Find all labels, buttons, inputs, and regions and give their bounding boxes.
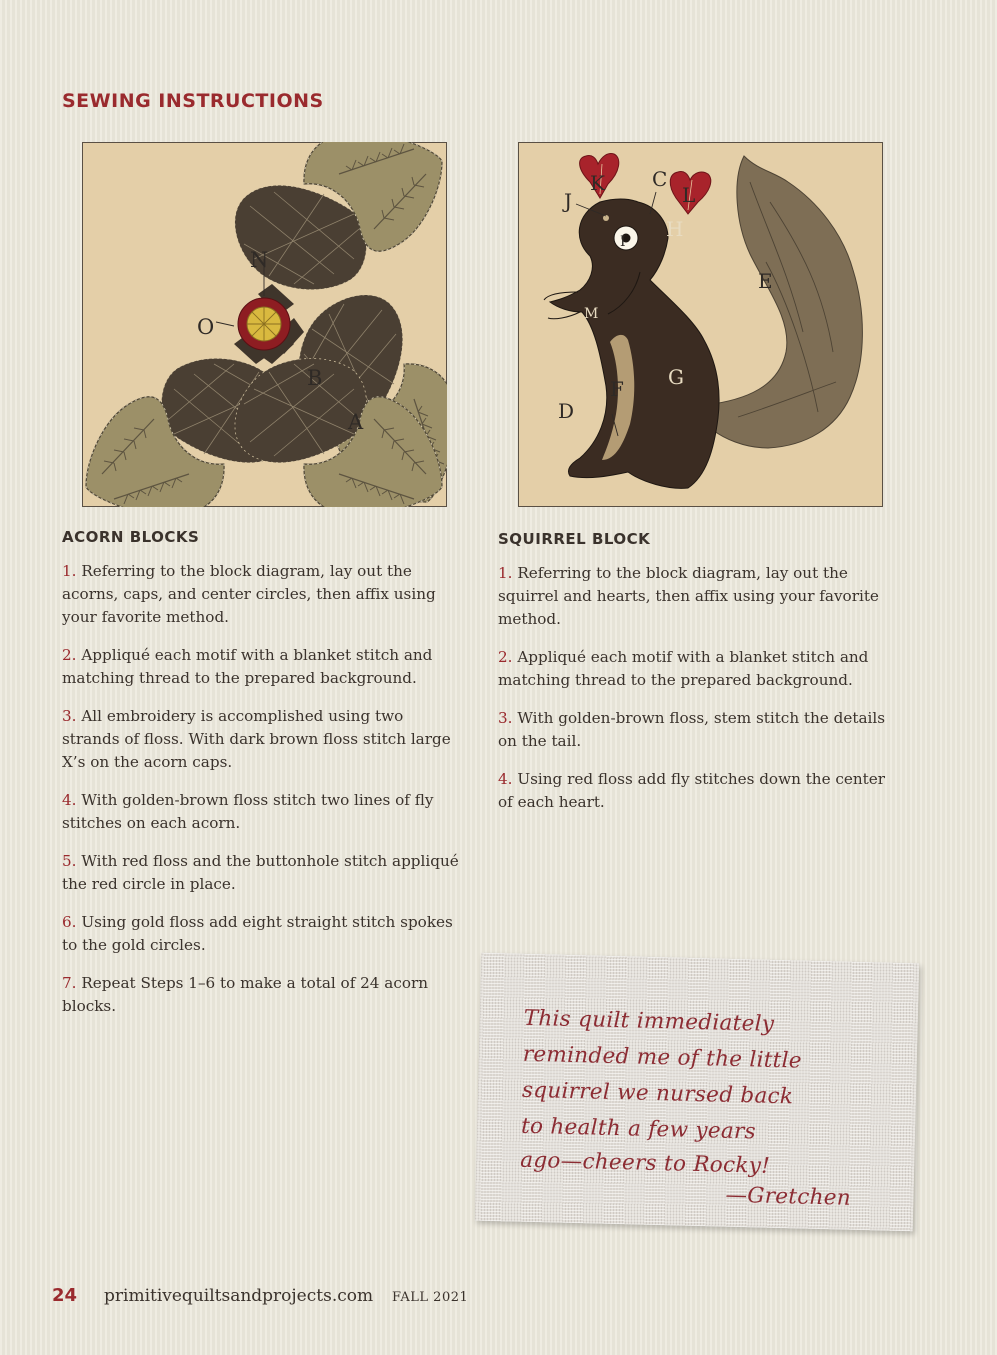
acorn-steps-list: [62, 560, 462, 1018]
page-number: 24: [52, 1285, 78, 1306]
squirrel-block-section: [498, 530, 898, 829]
label-l: L: [682, 183, 696, 207]
label-n: N: [250, 248, 269, 272]
section-title: SEWING INSTRUCTIONS: [62, 90, 324, 112]
acorn-step: 4. With golden-brown floss stitch two lines of fly stitches on each acorn.: [62, 791, 434, 832]
label-b: B: [307, 366, 323, 390]
note-line: ago—cheers to Rocky!: [519, 1147, 771, 1179]
acorn-step: 5. With red floss and the buttonhole stitch appliqué the red circle in place.: [62, 852, 459, 893]
squirrel-step: 1. Referring to the block diagram, lay out the squirrel and hearts, then affix using your favorite method.: [498, 564, 879, 628]
squirrel-steps-list: [498, 562, 898, 814]
note-line: This quilt immediately: [523, 1005, 775, 1037]
acorn-step: 6. Using gold floss add eight straight stitch spokes to the gold circles.: [62, 913, 453, 954]
website-link[interactable]: primitivequiltsandprojects.com: [104, 1286, 374, 1306]
label-e: E: [758, 269, 773, 293]
note-line: squirrel we nursed back: [521, 1077, 794, 1110]
note-line: to health a few years: [520, 1113, 757, 1145]
acorn-blocks-section: [62, 528, 462, 1033]
label-k: K: [590, 171, 605, 195]
label-f: F: [610, 377, 624, 401]
squirrel-block-heading: SQUIRREL BLOCK: [498, 530, 651, 548]
label-i: I: [620, 234, 626, 250]
acorn-step: 3. All embroidery is accomplished using two strands of floss. With dark brown floss stitch large X’s on the acorn caps.: [62, 707, 451, 771]
handwritten-note-card: [475, 953, 919, 1232]
acorn-step: 2. Appliqué each motif with a blanket stitch and matching thread to the prepared background.: [62, 646, 433, 687]
acorn-step: 1. Referring to the block diagram, lay out the acorns, caps, and center circles, then affix using your favorite method.: [62, 562, 436, 626]
label-h: H: [666, 217, 684, 241]
squirrel-step: 3. With golden-brown floss, stem stitch the details on the tail.: [498, 709, 886, 750]
acorn-block-diagram: [82, 142, 447, 507]
squirrel-block-diagram: [518, 142, 883, 507]
label-o: O: [197, 315, 215, 339]
label-a: A: [348, 410, 364, 434]
label-m: M: [584, 306, 599, 322]
squirrel-step: 2. Appliqué each motif with a blanket stitch and matching thread to the prepared background.: [498, 648, 869, 689]
issue-label: FALL 2021: [392, 1290, 469, 1305]
note-line: reminded me of the little: [522, 1041, 803, 1074]
label-c: C: [652, 167, 668, 191]
acorn-blocks-heading: ACORN BLOCKS: [62, 528, 200, 546]
label-d: D: [558, 399, 575, 423]
label-g: G: [668, 365, 684, 389]
squirrel-step: 4. Using red floss add fly stitches down the center of each heart.: [498, 770, 886, 811]
label-j: J: [564, 189, 573, 213]
note-signature: —Gretchen: [725, 1182, 852, 1211]
acorn-step: 7. Repeat Steps 1–6 to make a total of 24 acorn blocks.: [62, 974, 429, 1015]
